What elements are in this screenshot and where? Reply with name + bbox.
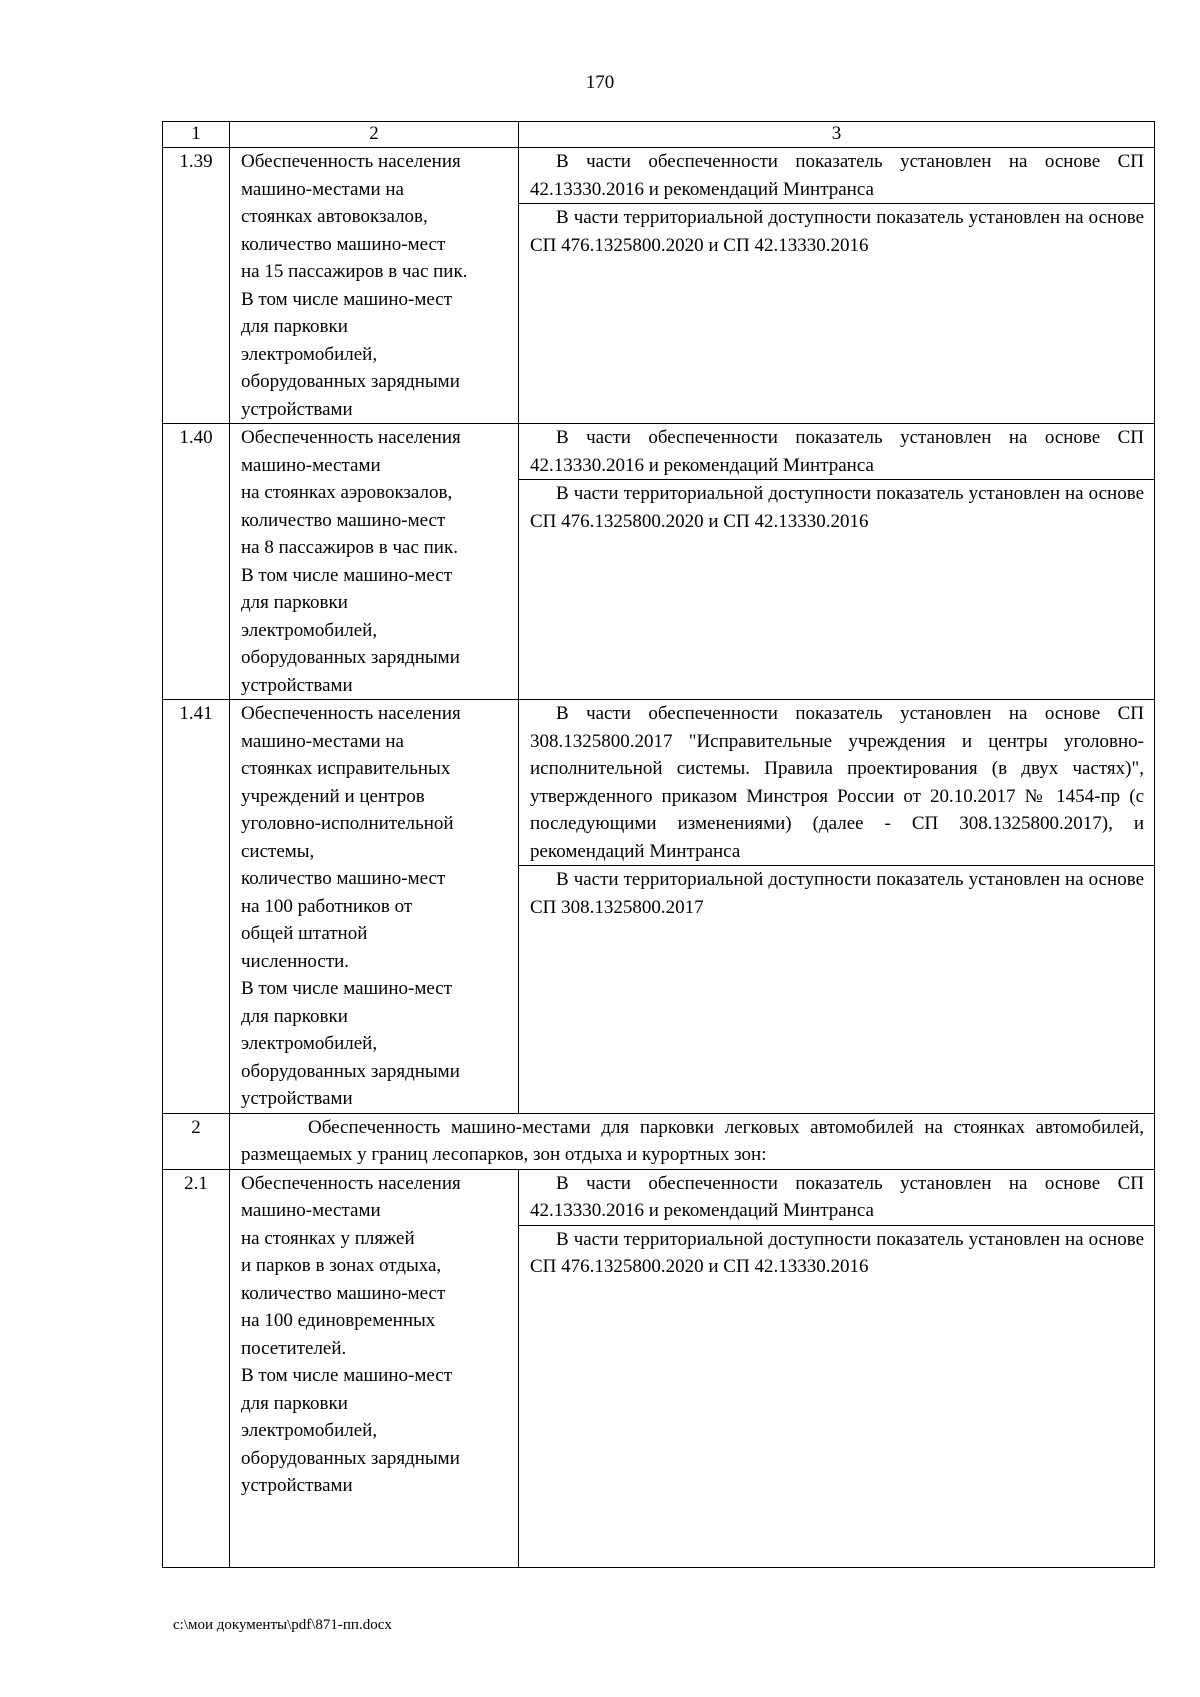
desc-line: Обеспеченность населения <box>241 427 461 448</box>
table-row <box>163 1169 1155 1567</box>
desc-line: оборудованных зарядными <box>241 647 460 668</box>
desc-line: количество машино-мест <box>241 868 446 889</box>
desc-line: на 100 единовременных <box>241 1310 436 1331</box>
desc-line: Обеспеченность населения <box>241 1172 461 1194</box>
desc-line: стоянках исправительных <box>241 758 451 779</box>
row-number: 1.39 <box>163 148 230 424</box>
header-col-3: 3 <box>519 122 1155 148</box>
section-row <box>163 1113 1155 1169</box>
desc-line: количество машино-мест <box>241 1282 446 1304</box>
desc-line: уголовно-исполнительной <box>241 813 454 834</box>
desc-line: и парков в зонах отдыха, <box>241 1255 442 1276</box>
table-header-row <box>163 122 1155 148</box>
desc-line: электромобилей, <box>241 343 378 365</box>
desc-line: на 8 пассажиров в час пик. <box>241 537 458 558</box>
header-col-1: 1 <box>163 122 230 148</box>
desc-line: на стоянках у пляжей <box>241 1227 415 1249</box>
desc-line: устройствами <box>241 1475 353 1496</box>
desc-line: на 15 пассажиров в час пик. <box>241 261 468 282</box>
desc-line: на стоянках аэровокзалов, <box>241 482 453 503</box>
desc-line: машино-местами на <box>241 178 404 200</box>
desc-line: устройствами <box>241 674 353 696</box>
desc-line: В том числе машино-мест <box>241 564 452 586</box>
basis-provision: В части обеспеченности показатель установлен на основе СП 42.13330.2016 и рекомендаций Минтранса <box>530 1172 1144 1221</box>
basis-cell <box>519 148 1155 424</box>
basis-provision: В части обеспеченности показатель установлен на основе СП 42.13330.2016 и рекомендаций Минтранса <box>530 151 1144 200</box>
section-number: 2 <box>163 1113 230 1169</box>
indicator-description <box>230 700 519 1114</box>
desc-line: Обеспеченность населения <box>241 151 461 172</box>
basis-cell <box>519 424 1155 700</box>
table-row <box>163 148 1155 424</box>
row-number: 1.41 <box>163 700 230 1114</box>
desc-line: В том числе машино-мест <box>241 1365 452 1386</box>
row-number: 2.1 <box>163 1169 230 1567</box>
standards-table <box>162 121 1155 1568</box>
basis-accessibility: В части территориальной доступности показатель установлен на основе СП 476.1325800.2020 и СП 42.13330.2016 <box>519 479 1154 535</box>
desc-line: устройствами <box>241 1088 353 1109</box>
desc-line: оборудованных зарядными <box>241 1447 460 1469</box>
desc-line: учреждений и центров <box>241 785 425 807</box>
desc-line: электромобилей, <box>241 1033 378 1054</box>
basis-accessibility: В части территориальной доступности показатель установлен на основе СП 308.1325800.2017 <box>519 865 1154 921</box>
desc-line: для парковки <box>241 316 348 337</box>
desc-line: на 100 работников от <box>241 895 413 917</box>
table-row <box>163 424 1155 700</box>
indicator-description <box>230 148 519 424</box>
basis-accessibility: В части территориальной доступности показатель установлен на основе СП 476.1325800.2020 и СП 42.13330.2016 <box>519 203 1154 259</box>
indicator-description <box>230 424 519 700</box>
file-path-footer: c:\мои документы\pdf\871-пп.docx <box>173 1617 392 1633</box>
desc-line: Обеспеченность населения <box>241 703 461 724</box>
desc-line: общей штатной <box>241 923 368 944</box>
basis-cell <box>519 1169 1155 1567</box>
desc-line: стоянках автовокзалов, <box>241 206 428 227</box>
table-row <box>163 700 1155 1114</box>
desc-line: численности. <box>241 950 350 972</box>
desc-line: для парковки <box>241 592 348 613</box>
desc-line: электромобилей, <box>241 619 378 641</box>
basis-provision: В части обеспеченности показатель установлен на основе СП 42.13330.2016 и рекомендаций Минтранса <box>530 427 1144 476</box>
desc-line: количество машино-мест <box>241 509 446 531</box>
desc-line: посетителей. <box>241 1337 347 1359</box>
desc-line: В том числе машино-мест <box>241 288 452 310</box>
desc-line: В том числе машино-мест <box>241 978 452 999</box>
section-title: Обеспеченность машино-местами для парковки легковых автомобилей на стоянках автомобилей, размещаемых у границ лесопарков, зон отдыха и курортных зон: <box>230 1113 1155 1169</box>
desc-line: для парковки <box>241 1005 348 1027</box>
desc-line: оборудованных зарядными <box>241 1060 460 1082</box>
indicator-description <box>230 1169 519 1567</box>
desc-line: машино-местами <box>241 454 381 476</box>
desc-line: оборудованных зарядными <box>241 371 460 392</box>
desc-line: для парковки <box>241 1392 348 1414</box>
desc-line: устройствами <box>241 398 353 420</box>
basis-provision: В части обеспеченности показатель установлен на основе СП 308.1325800.2017 "Исправительные учреждения и центры уголовно-исполнительной системы. Правила проектирования (в двух частях)", утвержденного приказом Минстроя России от 20.10.2017 № 1454-пр (с последующими изменениями) (далее - СП 308.1325800.2017), и рекомендаций Минтранса <box>530 703 1144 862</box>
basis-accessibility: В части территориальной доступности показатель установлен на основе СП 476.1325800.2020 и СП 42.13330.2016 <box>519 1225 1154 1281</box>
row-number: 1.40 <box>163 424 230 700</box>
header-col-2: 2 <box>230 122 519 148</box>
desc-line: электромобилей, <box>241 1420 378 1441</box>
page-number: 170 <box>585 72 615 93</box>
desc-line: машино-местами на <box>241 730 404 752</box>
desc-line: машино-местами <box>241 1200 381 1221</box>
desc-line: системы, <box>241 840 315 862</box>
desc-line: количество машино-мест <box>241 233 446 255</box>
basis-cell <box>519 700 1155 1114</box>
